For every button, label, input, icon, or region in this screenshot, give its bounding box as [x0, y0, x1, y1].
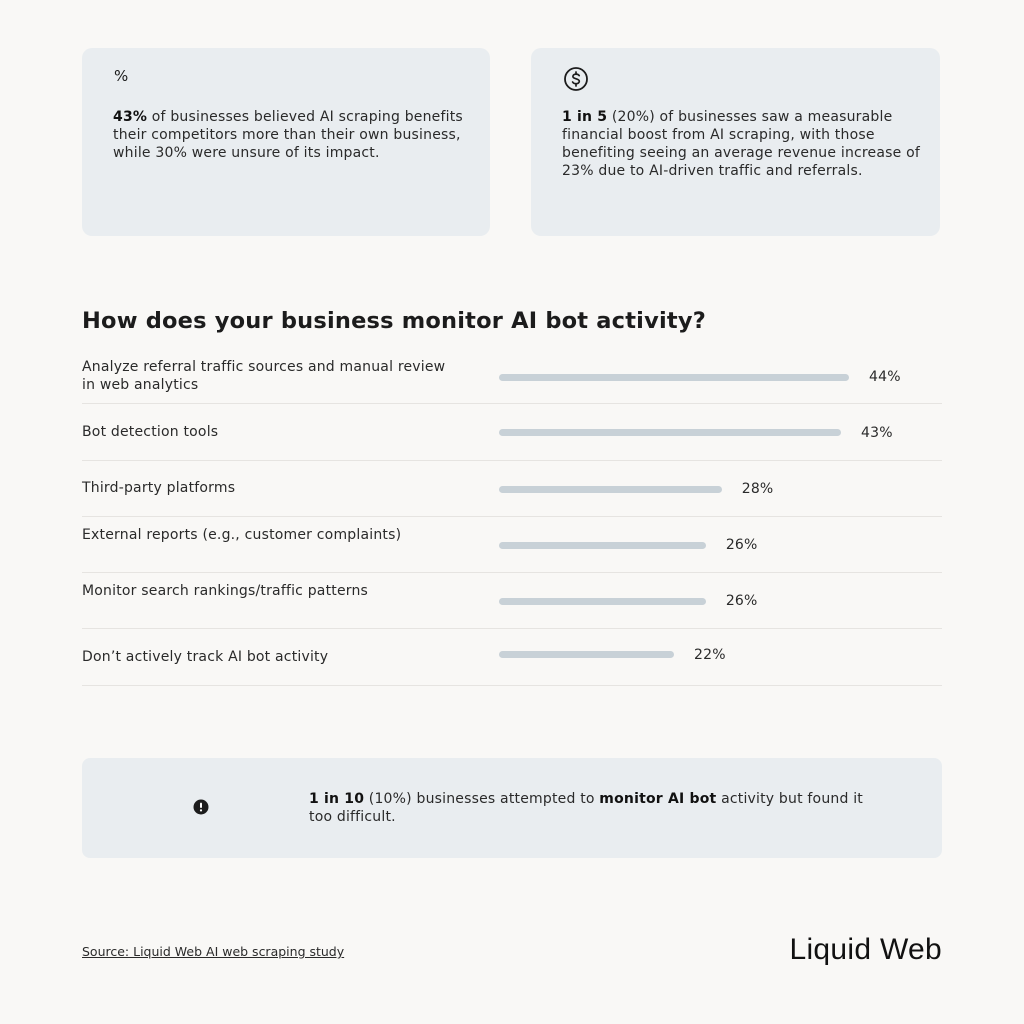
chart-row — [82, 573, 942, 629]
brand-logo: Liquid Web — [789, 933, 942, 966]
bar — [499, 598, 706, 605]
chart-row — [82, 629, 942, 686]
stat-card-text — [113, 108, 473, 162]
percent-icon: % — [114, 67, 129, 85]
bar — [499, 374, 849, 381]
stat-highlight: 43% — [113, 109, 148, 125]
exclamation-circle-icon — [188, 798, 214, 816]
category-label: Third-party platforms — [82, 480, 236, 496]
bar — [499, 651, 674, 658]
source-link[interactable]: Source: Liquid Web AI web scraping study — [82, 944, 345, 959]
value-label: 22% — [694, 646, 726, 663]
chart-row — [82, 517, 942, 573]
stat-card-competitors — [82, 48, 490, 236]
chart-title: How does your business monitor AI bot activity? — [82, 308, 706, 334]
stat-body: (20%) of businesses saw a measurable financial boost from AI scraping, with those benefiting seeing an average revenue increase of 23% due to AI-driven traffic and referrals. — [562, 109, 921, 179]
bar-chart — [82, 350, 942, 686]
bar — [499, 542, 706, 549]
callout-body: (10%) businesses attempted to — [364, 791, 600, 807]
value-label: 26% — [725, 537, 758, 553]
bar — [499, 486, 722, 493]
callout-body-2: activity but found it too difficult. — [309, 791, 863, 825]
callout-highlight: 1 in 10 — [309, 791, 365, 807]
stat-card-text — [562, 108, 922, 180]
category-label: Monitor search rankings/traffic patterns — [82, 583, 369, 599]
chart-row — [82, 350, 942, 404]
chart-row — [82, 461, 942, 517]
stat-body: of businesses believed AI scraping benefits their competitors more than their own business, while 30% were unsure of its impact. — [113, 109, 463, 161]
category-label: Bot detection tools — [82, 423, 219, 440]
stat-card-revenue — [531, 48, 940, 236]
value-label: 28% — [741, 481, 774, 497]
category-label: External reports (e.g., customer complaints) — [82, 527, 402, 543]
category-label: Analyze referral traffic sources and manual review in web analytics — [82, 359, 446, 393]
dollar-coin-icon — [563, 66, 589, 92]
callout-highlight-2: monitor AI bot — [599, 791, 717, 807]
value-label: 44% — [869, 369, 901, 385]
bar — [499, 429, 841, 436]
chart-row — [82, 404, 942, 461]
category-label: Don’t actively track AI bot activity — [82, 648, 329, 665]
value-label: 26% — [725, 593, 758, 609]
stat-highlight: 1 in 5 — [562, 109, 608, 125]
callout-box — [82, 758, 942, 858]
callout-text — [309, 790, 869, 826]
value-label: 43% — [861, 424, 893, 441]
